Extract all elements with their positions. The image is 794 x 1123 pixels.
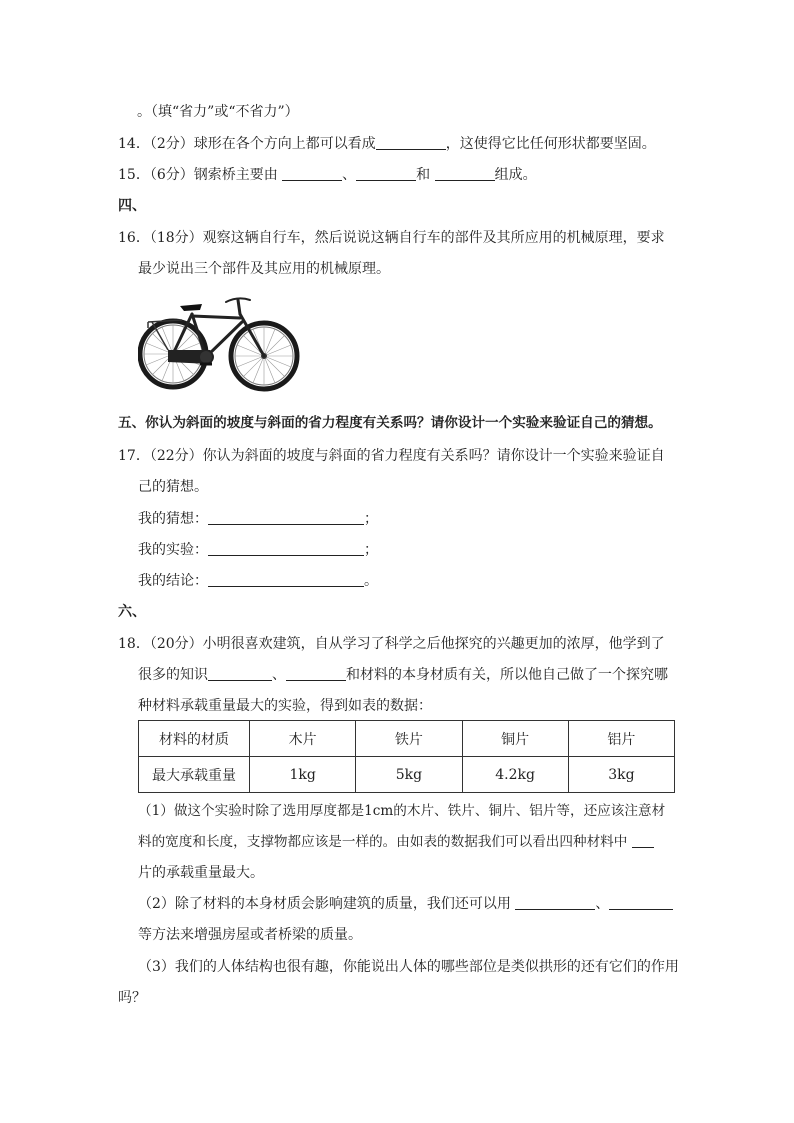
q14-text-b: ，这使得它比任何形状都要坚固。: [445, 136, 656, 152]
p2-text: （2）除了材料的本身材质会影响建筑的质量，我们还可以用: [138, 896, 516, 912]
table-row: [139, 757, 675, 793]
table-header-cell: 材料的材质: [139, 721, 250, 757]
table-cell: 1kg: [250, 757, 356, 793]
q15-blank-2[interactable]: [356, 166, 416, 181]
q13-tail: 。（填“省力”或“不省力”）: [137, 104, 299, 120]
guess-end: ；: [364, 511, 378, 527]
table-cell: 5kg: [356, 757, 462, 793]
conclusion-blank[interactable]: [208, 572, 364, 587]
question-14: [118, 135, 656, 153]
question-18-line-1: 18．（20分）小明很喜欢建筑，自从学习了科学之后他探究的兴趣更加的浓厚，他学到了: [118, 636, 665, 652]
part-2-line-1: [138, 895, 673, 913]
q15-text-b: 组成。: [494, 167, 537, 183]
experiment-blank[interactable]: [208, 541, 364, 556]
question-16-line-1: 16．（18分）观察这辆自行车，然后说说这辆自行车的部件及其所应用的机械原理，要求: [118, 230, 665, 246]
part-3-line-2: 吗？: [118, 990, 146, 1006]
q18-text-b: 和材料的本身材质有关，所以他自己做了一个探究哪: [346, 667, 668, 683]
experiment-row: [138, 541, 378, 559]
table-cell: 4.2kg: [462, 757, 568, 793]
p1-text: 料的宽度和长度，支撑物都应该是一样的。由如表的数据我们可以看出四种材料中: [138, 834, 632, 850]
section-4-heading: 四、: [118, 198, 146, 214]
table-cell: 3kg: [568, 757, 674, 793]
q15-blank-1[interactable]: [282, 166, 342, 181]
experiment-end: ；: [364, 542, 378, 558]
q18-blank-1[interactable]: [208, 666, 272, 681]
table-row: [139, 721, 675, 757]
part-1-line-3: 片的承载重量最大。: [138, 865, 264, 881]
q15-text-a: 15．（6分）钢索桥主要由: [118, 167, 283, 183]
material-table: [138, 720, 675, 793]
q15-sep-1: 、: [342, 167, 357, 183]
section-6-heading: 六、: [118, 604, 146, 620]
p2-blank-2[interactable]: [609, 895, 673, 910]
part-3-line-1: （3）我们的人体结构也很有趣，你能说出人体的哪些部位是类似拱形的还有它们的作用: [138, 959, 679, 975]
table-header-cell: 铝片: [568, 721, 674, 757]
q14-blank[interactable]: [376, 135, 446, 150]
q15-sep-2: 和: [416, 167, 435, 183]
q18-sep: 、: [272, 667, 286, 683]
saddle: [180, 304, 202, 311]
bicycle-image: [138, 292, 300, 400]
table-cell: 最大承载重量: [139, 757, 250, 793]
p2-blank-1[interactable]: [515, 895, 595, 910]
p2-sep: 、: [595, 896, 610, 912]
question-16-line-2: 最少说出三个部件及其应用的机械原理。: [138, 261, 390, 277]
question-17-line-2: 己的猜想。: [138, 479, 208, 495]
section-5-heading: 五、你认为斜面的坡度与斜面的省力程度有关系吗？请你设计一个实验来验证自己的猜想。: [118, 415, 662, 431]
table-header-cell: 铜片: [462, 721, 568, 757]
q15-blank-3[interactable]: [435, 166, 495, 181]
part-1-line-2: [138, 833, 654, 851]
conclusion-label: 我的结论：: [138, 573, 208, 589]
experiment-label: 我的实验：: [138, 542, 208, 558]
table-header-cell: 木片: [250, 721, 356, 757]
conclusion-end: 。: [364, 573, 378, 589]
question-17-line-1: 17．（22分）你认为斜面的坡度与斜面的省力程度有关系吗？请你设计一个实验来验证自: [118, 448, 665, 464]
guess-blank[interactable]: [208, 510, 364, 525]
q14-text-a: 14．（2分）球形在各个方向上都可以看成: [118, 136, 376, 152]
q18-blank-2[interactable]: [286, 666, 346, 681]
question-15: [118, 166, 537, 184]
p1-blank[interactable]: [632, 833, 654, 848]
question-18-line-2: [138, 666, 668, 684]
guess-label: 我的猜想：: [138, 511, 208, 527]
q18-text-a: 很多的知识: [138, 667, 208, 683]
part-2-line-2: 等方法来增强房屋或者桥梁的质量。: [138, 927, 362, 943]
conclusion-row: [138, 572, 378, 590]
guess-row: [138, 510, 378, 528]
table-header-cell: 铁片: [356, 721, 462, 757]
question-18-line-3: 种材料承载重量最大的实验，得到如表的数据：: [138, 698, 432, 714]
crank: [200, 351, 212, 363]
part-1-line-1: （1）做这个实验时除了选用厚度都是1cm的木片、铁片、铜片、铝片等，还应该注意材: [138, 803, 666, 819]
